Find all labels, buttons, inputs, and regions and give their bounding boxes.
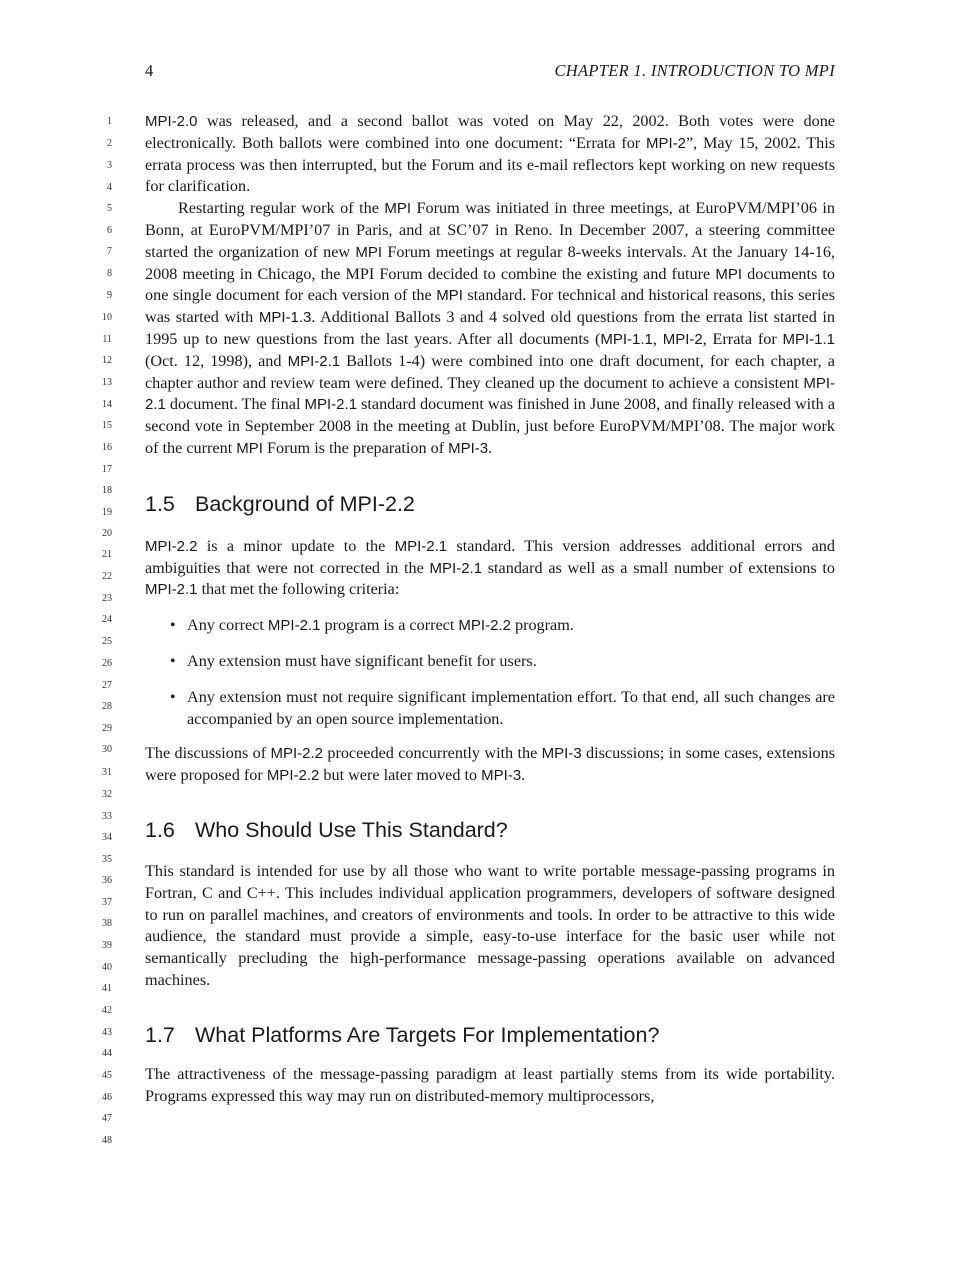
line-number: 23 xyxy=(102,593,112,604)
line-number: 38 xyxy=(102,918,112,929)
paragraph-platforms: The attractiveness of the message-passing paradigm at least partially stems from its wide portability. Programs expressed this way may run on distributed-memory multiprocessors, xyxy=(145,1064,835,1105)
criteria-list xyxy=(145,615,835,730)
paragraph-mpi22-discussions: The discussions of MPI-2.2 proceeded concurrently with the MPI-3 discussions; in some cases, extensions were proposed for MPI-2.2 but were later moved to MPI-3. xyxy=(145,744,836,785)
line-number: 47 xyxy=(102,1113,112,1124)
line-number: 21 xyxy=(102,549,112,560)
paragraph-mpi2-history: MPI-2.0 was released, and a second ballot was voted on May 22, 2002. Both votes were done electronically. Both ballots were combined into one document: “Errata for MPI-2”, May 15, 2002. This errata process was then interrupted, but the Forum and its e-mail reflectors kept working on new requests for clarification. xyxy=(145,112,835,196)
line-number: 13 xyxy=(102,377,112,388)
line-number: 40 xyxy=(102,962,112,973)
line-number: 45 xyxy=(102,1070,112,1081)
line-number: 19 xyxy=(102,507,112,518)
page-body xyxy=(145,111,835,1107)
line-number: 14 xyxy=(102,399,112,410)
list-item: • Any extension must have significant benefit for users. xyxy=(145,651,835,673)
running-header xyxy=(145,61,835,83)
line-number: 39 xyxy=(102,940,112,951)
line-number: 17 xyxy=(102,464,112,475)
line-number: 26 xyxy=(102,658,112,669)
line-number: 36 xyxy=(102,875,112,886)
line-number: 1 xyxy=(107,116,112,127)
paragraph-mpi22-intro: MPI-2.2 is a minor update to the MPI-2.1 standard. This version addresses additional errors and ambiguities that were not corrected in the MPI-2.1 standard as well as a small number of extensions to MPI-2.1 that met the following criteria: xyxy=(145,536,836,599)
line-number: 20 xyxy=(102,528,112,539)
line-number: 48 xyxy=(102,1135,112,1146)
line-number: 3 xyxy=(107,160,112,171)
section-heading-1-6: 1.6 Who Should Use This Standard? xyxy=(145,817,508,842)
section-heading-1-5: 1.5 Background of MPI-2.2 xyxy=(145,491,415,516)
paragraph-audience: This standard is intended for use by all those who want to write portable message-passing programs in Fortran, C and C++. This includes individual application programmers, developers of software designed to run on parallel machines, and creators of environments and tools. In order to be attractive to this wide audience, the standard must provide a simple, easy-to-use interface for the basic user while not semantically precluding the high-performance message-passing operations available on advanced machines. xyxy=(145,861,835,989)
chapter-title: CHAPTER 1. INTRODUCTION TO MPI xyxy=(554,61,835,80)
line-number: 42 xyxy=(102,1005,112,1016)
page-number: 4 xyxy=(145,61,154,80)
section-heading-1-7: 1.7 What Platforms Are Targets For Implementation? xyxy=(145,1022,660,1047)
line-number: 35 xyxy=(102,854,112,865)
line-number: 32 xyxy=(102,789,112,800)
line-number: 9 xyxy=(107,290,112,301)
line-number: 34 xyxy=(102,832,112,843)
line-number: 6 xyxy=(107,225,112,236)
line-number: 15 xyxy=(102,420,112,431)
line-number: 11 xyxy=(102,334,112,345)
line-number: 28 xyxy=(102,701,112,712)
line-number: 8 xyxy=(107,268,112,279)
line-number: 29 xyxy=(102,723,112,734)
line-number: 2 xyxy=(107,138,112,149)
line-number: 33 xyxy=(102,811,112,822)
line-number: 10 xyxy=(102,312,112,323)
line-number: 43 xyxy=(102,1027,112,1038)
line-number: 7 xyxy=(107,246,112,257)
line-number: 12 xyxy=(102,355,112,366)
line-number: 18 xyxy=(102,485,112,496)
line-number: 44 xyxy=(102,1048,112,1059)
line-number: 41 xyxy=(102,983,112,994)
line-number: 37 xyxy=(102,897,112,908)
line-number: 27 xyxy=(102,680,112,691)
line-number: 4 xyxy=(107,182,112,193)
line-number: 16 xyxy=(102,442,112,453)
line-number: 24 xyxy=(102,614,112,625)
line-number: 46 xyxy=(102,1092,112,1103)
list-item: • Any extension must not require significant implementation effort. To that end, all such changes are accompanied by an open source implementation. xyxy=(145,687,835,731)
line-number: 30 xyxy=(102,744,112,755)
line-number: 31 xyxy=(102,767,112,778)
paragraph-forum-restart: Restarting regular work of the MPI Forum was initiated in three meetings, at EuroPVM/MPI’06 in Bonn, at EuroPVM/MPI’07 in Paris, and at SC’07 in Reno. In December 2007, a steering committee started the organization of new MPI Forum meetings at regular 8-weeks intervals. At the January 14-16, 2008 meeting in Chicago, the MPI Forum decided to combine the existing and future MPI documents to one single document for each version of the MPI standard. For technical and historical reasons, this series was started with MPI-1.3. Additional Ballots 3 and 4 solved old questions from the errata list started in 1995 up to new questions from the last years. After all documents (MPI-1.1, MPI-2, Errata for MPI-1.1 (Oct. 12, 1998), and MPI-2.1 Ballots 1-4) were combined into one draft document, for each chapter, a chapter author and review team were defined. They cleaned up the document to achieve a consistent MPI-2.1 document. The final MPI-2.1 standard document was finished in June 2008, and finally released with a second vote in September 2008 in the meeting at Dublin, just before EuroPVM/MPI’08. The major work of the current MPI Forum is the preparation of MPI-3. xyxy=(145,199,836,457)
list-item: • Any correct MPI-2.1 program is a correct MPI-2.2 program. xyxy=(145,615,835,637)
line-number: 5 xyxy=(107,203,112,214)
line-number: 22 xyxy=(102,571,112,582)
line-number: 25 xyxy=(102,636,112,647)
